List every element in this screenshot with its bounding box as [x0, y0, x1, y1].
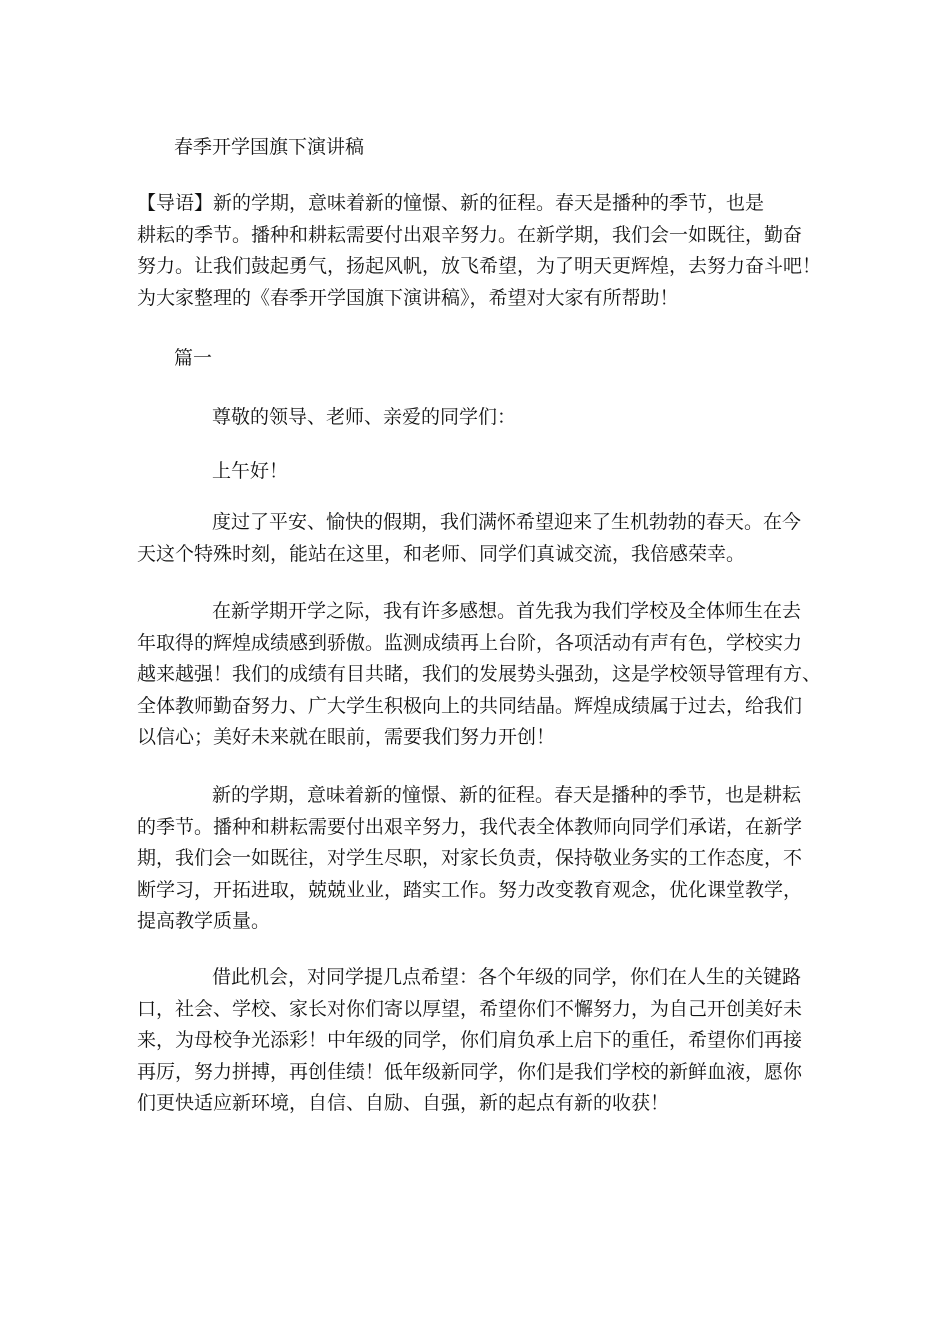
- intro-line: 耕耘的季节。播种和耕耘需要付出艰辛努力。在新学期，我们会一如既往，勤奋: [137, 223, 803, 246]
- paragraph-line: 全体教师勤奋努力、广大学生积极向上的共同结晶。辉煌成绩属于过去，给我们: [137, 694, 803, 717]
- paragraph-line: 新的学期，意味着新的憧憬、新的征程。春天是播种的季节，也是耕耘: [212, 784, 802, 806]
- intro-line: 努力。让我们鼓起勇气，扬起风帆，放飞希望，为了明天更辉煌，去努力奋斗吧！: [137, 255, 822, 277]
- paragraph-line: 借此机会，对同学提几点希望：各个年级的同学，你们在人生的关键路: [212, 966, 802, 988]
- body-paragraph-1: [137, 507, 832, 570]
- paragraph-line: 年取得的辉煌成绩感到骄傲。监测成绩再上台阶，各项活动有声有色，学校实力: [137, 631, 803, 654]
- document-title: 春季开学国旗下演讲稿: [174, 136, 365, 158]
- paragraph-line: 期，我们会一如既往，对学生尽职，对家长负责，保持敬业务实的工作态度，不: [137, 847, 803, 869]
- paragraph-line: 的季节。播种和耕耘需要付出艰辛努力，我代表全体教师向同学们承诺，在新学: [137, 815, 803, 838]
- paragraph-line: 天这个特殊时刻，能站在这里，和老师、同学们真诚交流，我倍感荣幸。: [137, 542, 746, 565]
- body-paragraph-3: [137, 780, 832, 938]
- intro-line: 为大家整理的《春季开学国旗下演讲稿》，希望对大家有所帮助！: [137, 286, 679, 309]
- paragraph-line: 度过了平安、愉快的假期，我们满怀希望迎来了生机勃勃的春天。在今: [212, 511, 802, 533]
- paragraph-line: 口，社会、学校、家长对你们寄以厚望，希望你们不懈努力，为自己开创美好未: [137, 997, 803, 1020]
- intro-line: 【导语】新的学期，意味着新的憧憬、新的征程。春天是播种的季节，也是: [137, 192, 765, 214]
- salutation: 尊敬的领导、老师、亲爱的同学们：: [212, 406, 517, 428]
- body-paragraph-2: [137, 596, 832, 754]
- paragraph-line: 再厉，努力拼搏，再创佳绩！低年级新同学，你们是我们学校的新鲜血液，愿你: [137, 1060, 803, 1083]
- section-heading: 篇一: [174, 347, 213, 369]
- paragraph-line: 越来越强！我们的成绩有目共睹，我们的发展势头强劲，这是学校领导管理有方、: [137, 663, 822, 685]
- body-paragraph-4: [137, 962, 832, 1120]
- paragraph-line: 在新学期开学之际，我有许多感想。首先我为我们学校及全体师生在去: [212, 600, 802, 622]
- paragraph-line: 们更快适应新环境，自信、自励、自强，新的起点有新的收获！: [137, 1092, 670, 1114]
- intro-paragraph: [137, 188, 832, 314]
- paragraph-line: 以信心；美好未来就在眼前，需要我们努力开创！: [137, 726, 556, 748]
- paragraph-line: 提高教学质量。: [137, 910, 271, 932]
- paragraph-line: 来，为母校争光添彩！中年级的同学，你们肩负承上启下的重任，希望你们再接: [137, 1029, 803, 1051]
- greeting: 上午好！: [212, 460, 289, 482]
- paragraph-line: 断学习，开拓进取，兢兢业业，踏实工作。努力改变教育观念，优化课堂教学，: [137, 878, 803, 901]
